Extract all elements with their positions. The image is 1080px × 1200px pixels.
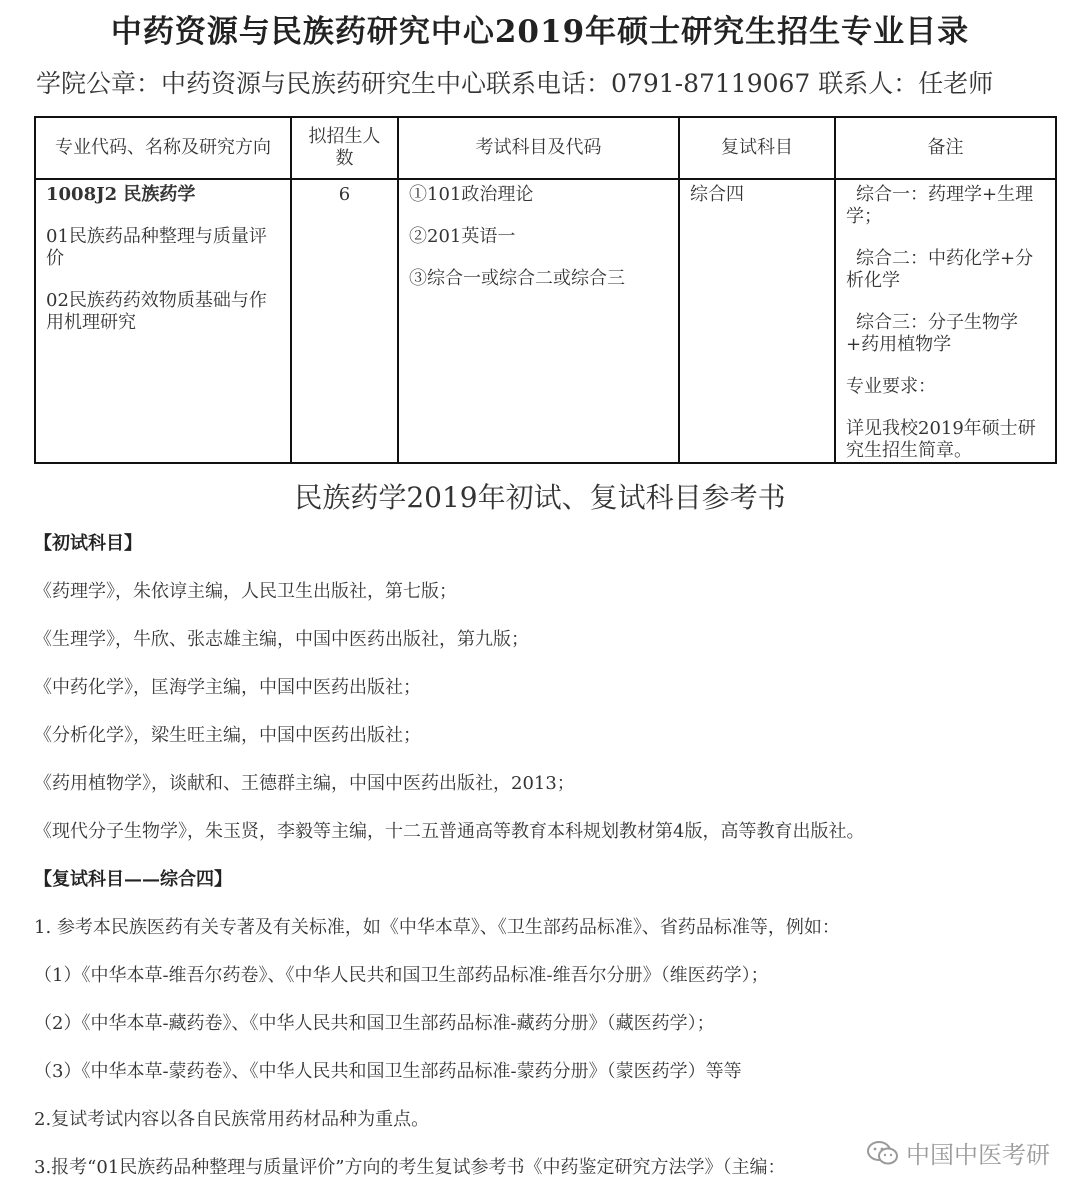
header-quota: 拟招生人数 bbox=[291, 117, 398, 179]
reference-book: 《现代分子生物学》，朱玉贤，李毅等主编，十二五普通高等教育本科规划教材第4版，高等教育出版社。 bbox=[34, 821, 865, 842]
table-row bbox=[35, 179, 1056, 463]
note-item: 综合二：中药化学+分析化学 bbox=[846, 248, 1034, 291]
reference-book: 《分析化学》，梁生旺主编，中国中医药出版社； bbox=[34, 725, 421, 746]
header-exams: 考试科目及代码 bbox=[398, 117, 679, 179]
table-header-row bbox=[35, 117, 1056, 179]
cell-major bbox=[35, 179, 291, 463]
initial-exam-heading: 【初试科目】 bbox=[34, 533, 142, 554]
watermark bbox=[866, 1135, 1050, 1170]
retest-item: （2）《中华本草-藏药卷》、《中华人民共和国卫生部药品标准-藏药分册》（藏医药学）； bbox=[34, 1013, 715, 1034]
direction-01: 01民族药品种整理与质量评价 bbox=[46, 226, 267, 269]
note-item: 综合一：药理学+生理学； bbox=[846, 184, 1034, 227]
note-item: 详见我校2019年硕士研究生招生简章。 bbox=[846, 418, 1036, 461]
wechat-icon bbox=[866, 1140, 900, 1166]
retest-item: 3.报考“01民族药品种整理与质量评价”方向的考生复试参考书《中药鉴定研究方法学》（主编： bbox=[34, 1157, 786, 1178]
retest-item: （3）《中华本草-蒙药卷》、《中华人民共和国卫生部药品标准-蒙药分册》（蒙医药学）等等 bbox=[34, 1061, 742, 1082]
contact-line: 学院公章：中药资源与民族药研究生中心联系电话：0791-87119067 联系人：任老师 bbox=[36, 69, 994, 98]
major-code-name: 1008J2 民族药学 bbox=[46, 184, 196, 205]
cell-retest bbox=[679, 179, 835, 463]
reference-book: 《药用植物学》，谈献和、王德群主编，中国中医药出版社，2013； bbox=[34, 773, 575, 794]
reference-book: 《生理学》，牛欣、张志雄主编，中国中医药出版社，第九版； bbox=[34, 629, 529, 650]
retest-item: 1. 参考本民族医药有关专著及有关标准，如《中华本草》、《卫生部药品标准》、省药品标准等，例如： bbox=[34, 917, 840, 938]
retest-heading: 【复试科目——综合四】 bbox=[34, 869, 232, 890]
header-notes: 备注 bbox=[835, 117, 1056, 179]
watermark-text: 中国中医考研 bbox=[906, 1141, 1050, 1169]
header-major: 专业代码、名称及研究方向 bbox=[35, 117, 291, 179]
exam-subject: ②201英语一 bbox=[409, 226, 516, 247]
cell-quota bbox=[291, 179, 398, 463]
note-item: 专业要求： bbox=[846, 376, 936, 397]
reference-book: 《中药化学》，匡海学主编，中国中医药出版社； bbox=[34, 677, 421, 698]
reference-book: 《药理学》，朱依谆主编，人民卫生出版社，第七版； bbox=[34, 581, 457, 602]
retest-subject: 综合四 bbox=[690, 184, 744, 205]
exam-subject: ③综合一或综合二或综合三 bbox=[409, 268, 625, 289]
retest-item: 2.复试考试内容以各自民族常用药材品种为重点。 bbox=[34, 1109, 430, 1130]
enrollment-catalog-table bbox=[34, 116, 1057, 464]
header-retest: 复试科目 bbox=[679, 117, 835, 179]
exam-subject: ①101政治理论 bbox=[409, 184, 534, 205]
references-title: 民族药学2019年初试、复试科目参考书 bbox=[294, 481, 786, 514]
cell-exams bbox=[398, 179, 679, 463]
note-item: 综合三：分子生物学+药用植物学 bbox=[846, 312, 1018, 355]
quota-value: 6 bbox=[338, 184, 351, 205]
direction-02: 02民族药药效物质基础与作用机理研究 bbox=[46, 290, 267, 333]
references-body bbox=[34, 528, 1064, 1200]
retest-item: （1）《中华本草-维吾尔药卷》、《中华人民共和国卫生部药品标准-维吾尔分册》（维医药学）； bbox=[34, 965, 769, 986]
page-title: 中药资源与民族药研究中心2019年硕士研究生招生专业目录 bbox=[110, 14, 970, 50]
cell-notes bbox=[835, 179, 1056, 463]
